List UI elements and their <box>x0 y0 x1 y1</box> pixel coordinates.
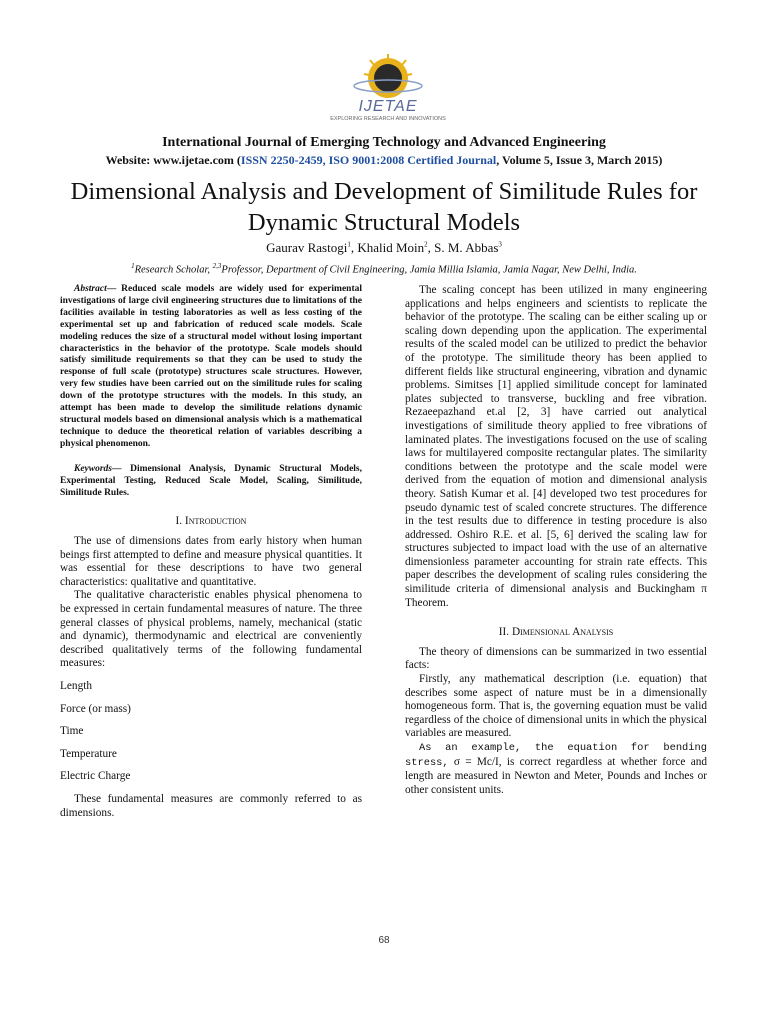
author-3-sup: 3 <box>498 240 502 249</box>
affil-text-1: Research Scholar, <box>134 264 213 276</box>
logo-tagline: EXPLORING RESEARCH AND INNOVATIONS <box>330 116 446 122</box>
dim-paragraph-3-lead: As an example, the equation for bending stress, <box>405 742 707 769</box>
intro-paragraph-2: The qualitative characteristic enables physical phenomena to be expressed in certain fundamental measures of nature. The three general classes of physical problems, namely, mechanical (static and dynamic), thermodynamic and electrical are conveniently described qualitatively terms of the following fundamental measures: <box>60 589 362 670</box>
keywords <box>60 464 362 500</box>
affiliation <box>0 262 768 276</box>
intro-paragraph-1: The use of dimensions dates from early history when human beings first attempted to define and measure physical quantities. It was essential for these descriptions to have two general characteristics: qualitative and quantitative. <box>60 535 362 588</box>
measure-item: Electric Charge <box>60 770 131 783</box>
keywords-dash: — <box>112 463 131 474</box>
author-2: , Khalid Moin <box>350 240 425 255</box>
scaling-paragraph: The scaling concept has been utilized in many engineering applications and helps engineers and scientists to replicate the behavior of the prototype. The scaling can be either scaling up or scaling down depending upon the application. The experimental results of the scaled model can be utilized to predict the behavior of the prototype. The similitude theory has been applied to different fields like structural engineering, vibration and dynamic problems. Simitses [1] applied similitude concept for laminated plates subjected to transverse, buckling and free vibration. Rezaeepazhand et.al [2, 3] have carried out analytical investigations of similitude theory applied to free vibrations of laminated plates. The investigations focused on the use of scaling laws for multilayered composite rectangular plates. The similarity conditions between the prototype and the scale model were derived from the equation of motion and dimensional analysis theory. Satish Kumar et al. [4] developed two test procedures for pseudo dynamic test of scaled concrete structures. The difference in the test results due to difference in testing procedure is also addressed. Oshiro R.E. et al. [5, 6] derived the scaling law for structures subjected to impact load with the use of an alternative dimensionless parameter accounting for strain rate effects. This paper describes the development of scaling rules considering the similitude criteria of dimensional analysis and Buckingham π Theorem. <box>405 284 707 609</box>
abstract-dash: — <box>106 284 122 294</box>
measure-item: Force (or mass) <box>60 702 131 715</box>
issn-link[interactable]: ISSN 2250-2459, ISO 9001:2008 Certified Journal <box>240 153 497 167</box>
dim-paragraph-1: The theory of dimensions can be summarized in two essential facts: <box>405 645 707 672</box>
author-1-sup: 1 <box>347 240 351 249</box>
section-heading-introduction: I. Introduction <box>175 515 247 528</box>
measure-item: Time <box>60 725 84 738</box>
dim-paragraph-3 <box>405 741 707 797</box>
dim-paragraph-2: Firstly, any mathematical description (i.e. equation) that describes some aspect of nature must be in a dimensionally homogeneous form. That is, the governing equation must be valid regardless of the choice of dimensional units in which the physical variables are measured. <box>405 673 707 740</box>
measure-item: Length <box>60 679 92 692</box>
abstract-label: Abstract <box>74 284 107 294</box>
website-suffix: , Volume 5, Issue 3, March 2015) <box>496 153 663 167</box>
journal-logo <box>330 52 446 126</box>
paper-title-line2: Dynamic Structural Models <box>247 209 521 236</box>
affil-sup-2: 2,3 <box>212 262 222 270</box>
journal-website-line <box>0 153 768 168</box>
sun-emblem-icon <box>340 52 436 102</box>
author-3: , S. M. Abbas <box>427 240 499 255</box>
measure-item: Temperature <box>60 747 117 760</box>
author-2-sup: 2 <box>424 240 428 249</box>
abstract <box>60 284 362 451</box>
paper-title <box>40 176 728 238</box>
dim-paragraph-3-rest: σ = Mc/I, is correct regardless at whether force and length are measured in Newton and Meter, Pounds and Inches or other consistent units. <box>405 755 707 796</box>
author-list <box>0 240 768 256</box>
logo-name: IJETAE <box>358 98 418 115</box>
intro-paragraph-3: These fundamental measures are commonly referred to as dimensions. <box>60 792 362 819</box>
author-1: Gaurav Rastogi <box>266 240 348 255</box>
section-heading-dimensional-analysis: II. Dimensional Analysis <box>498 626 614 639</box>
website-prefix: Website: www.ijetae.com ( <box>105 153 241 167</box>
affil-sup-1: 1 <box>131 262 135 270</box>
page-number: 68 <box>378 935 390 946</box>
keywords-text: Dimensional Analysis, Dynamic Structural Models, Experimental Testing, Reduced Scale Model, Scaling, Similitude, Similitude Rules. <box>60 463 362 498</box>
left-column <box>60 284 362 820</box>
paper-title-line1: Dimensional Analysis and Development of Similitude Rules for <box>70 178 698 205</box>
abstract-text: Reduced scale models are widely used for experimental investigations of large civil engineering structures due to limitations of the facilities available in testing laboratories as well as less costing of the experimental set up and fabrication of reduced scale models. Scale modeling reduces the size of a structural model without losing important characteristics in the behavior of the prototype. Scale models should satisfy similitude requirements so that they can be used to study the response of full scale (prototype) structures scale structures. However, very few studies have been carried out on the similitude rules for scaling down of the prototype structures with the models. In this study, an attempt has been made to develop the similitude relations dynamic structural models based on dimensional analysis which is a mathematical technique to deduce the theoretical relation of variables describing a physical phenomenon. <box>60 284 362 449</box>
keywords-label: Keywords <box>74 463 112 474</box>
right-column <box>405 284 707 797</box>
affil-text-2: Professor, Department of Civil Engineering, Jamia Millia Islamia, Jamia Nagar, New Delhi, India. <box>221 264 637 276</box>
journal-name: International Journal of Emerging Technology and Advanced Engineering <box>162 135 606 150</box>
